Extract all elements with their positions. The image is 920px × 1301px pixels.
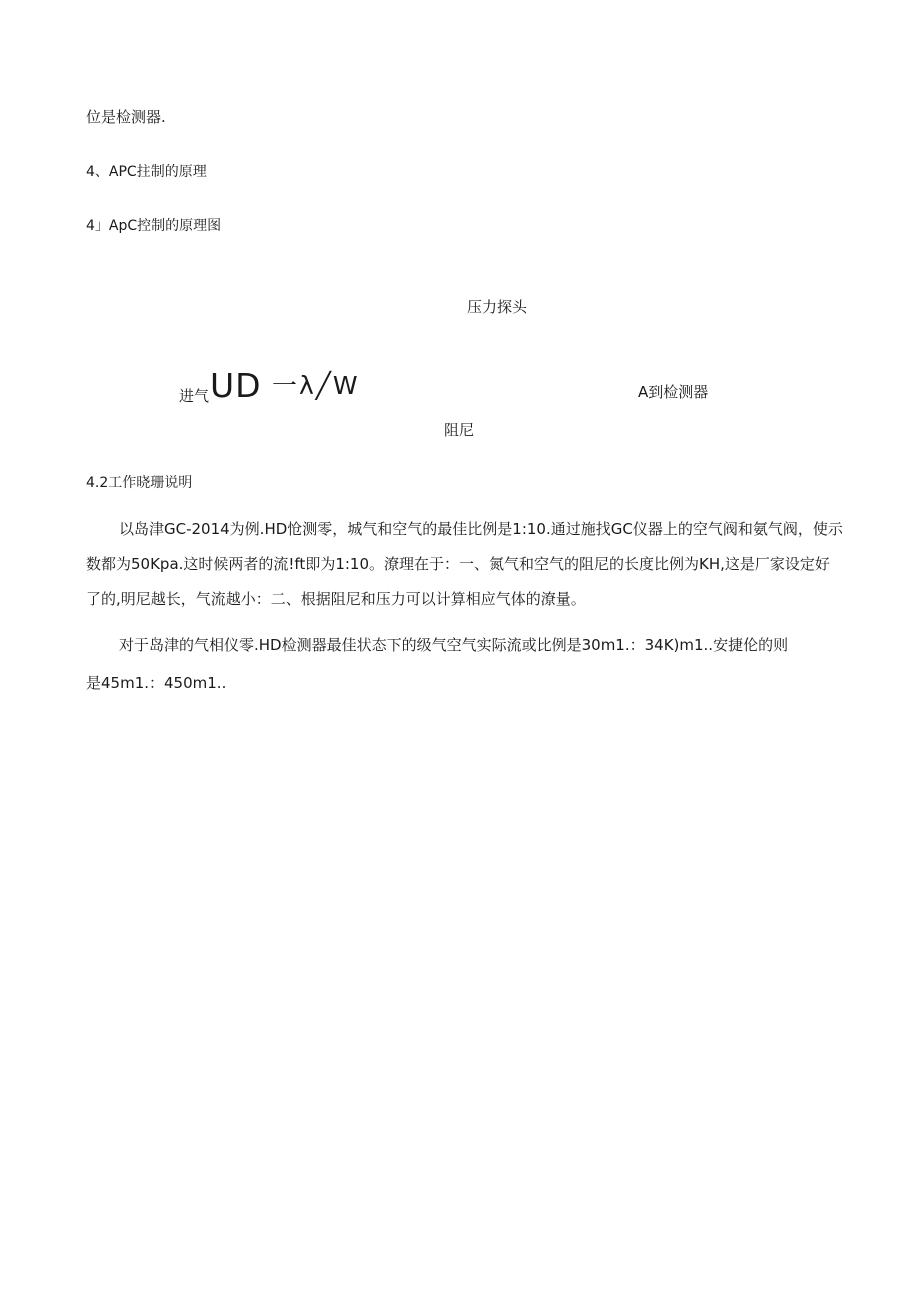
paragraph-1 — [86, 512, 843, 617]
paragraph-1-line-3: 了的,明尼越长，气流越小：二、根据阻尼和压力可以计算相应气体的潦量。 — [86, 590, 586, 608]
damper-label: 阻尼 — [444, 421, 475, 439]
resistor-symbols: 一λ╱W — [272, 371, 360, 400]
section-4-heading: 4、APC拄制的原理 — [86, 164, 207, 180]
intro-line: 位是检测器. — [86, 108, 166, 126]
section-4-2-heading: 4.2工作晓珊说明 — [86, 475, 193, 491]
to-detector-label: A到检测器 — [638, 383, 709, 401]
paragraph-2-line-1: 对于岛津的气相仪零.HD检测器最佳状态下的级气空气实际流或比例是30m1.：34K)m1..安捷伦的则 — [119, 636, 789, 654]
pressure-probe-label: 压力探头 — [467, 298, 528, 316]
section-4-1-heading: 4」ApC控制的原理图 — [86, 218, 222, 234]
paragraph-1-line-2: 数都为50Kpa.这时候两者的流!ft即为1:10。潦理在于：一、氮气和空气的阻尼的长度比例为KH,这是厂家设定好 — [86, 555, 830, 573]
paragraph-2 — [86, 626, 836, 702]
inlet-label: 进气 — [179, 387, 210, 405]
paragraph-1-line-1: 以岛津GC-2014为例.HD怆测零，城气和空气的最佳比例是1:10.通过施找GC仪器上的空气阀和氨气阀，使示 — [119, 520, 843, 538]
ud-symbol: UD — [210, 366, 262, 405]
paragraph-2-line-2: 是45m1.：450m1.. — [86, 674, 227, 692]
